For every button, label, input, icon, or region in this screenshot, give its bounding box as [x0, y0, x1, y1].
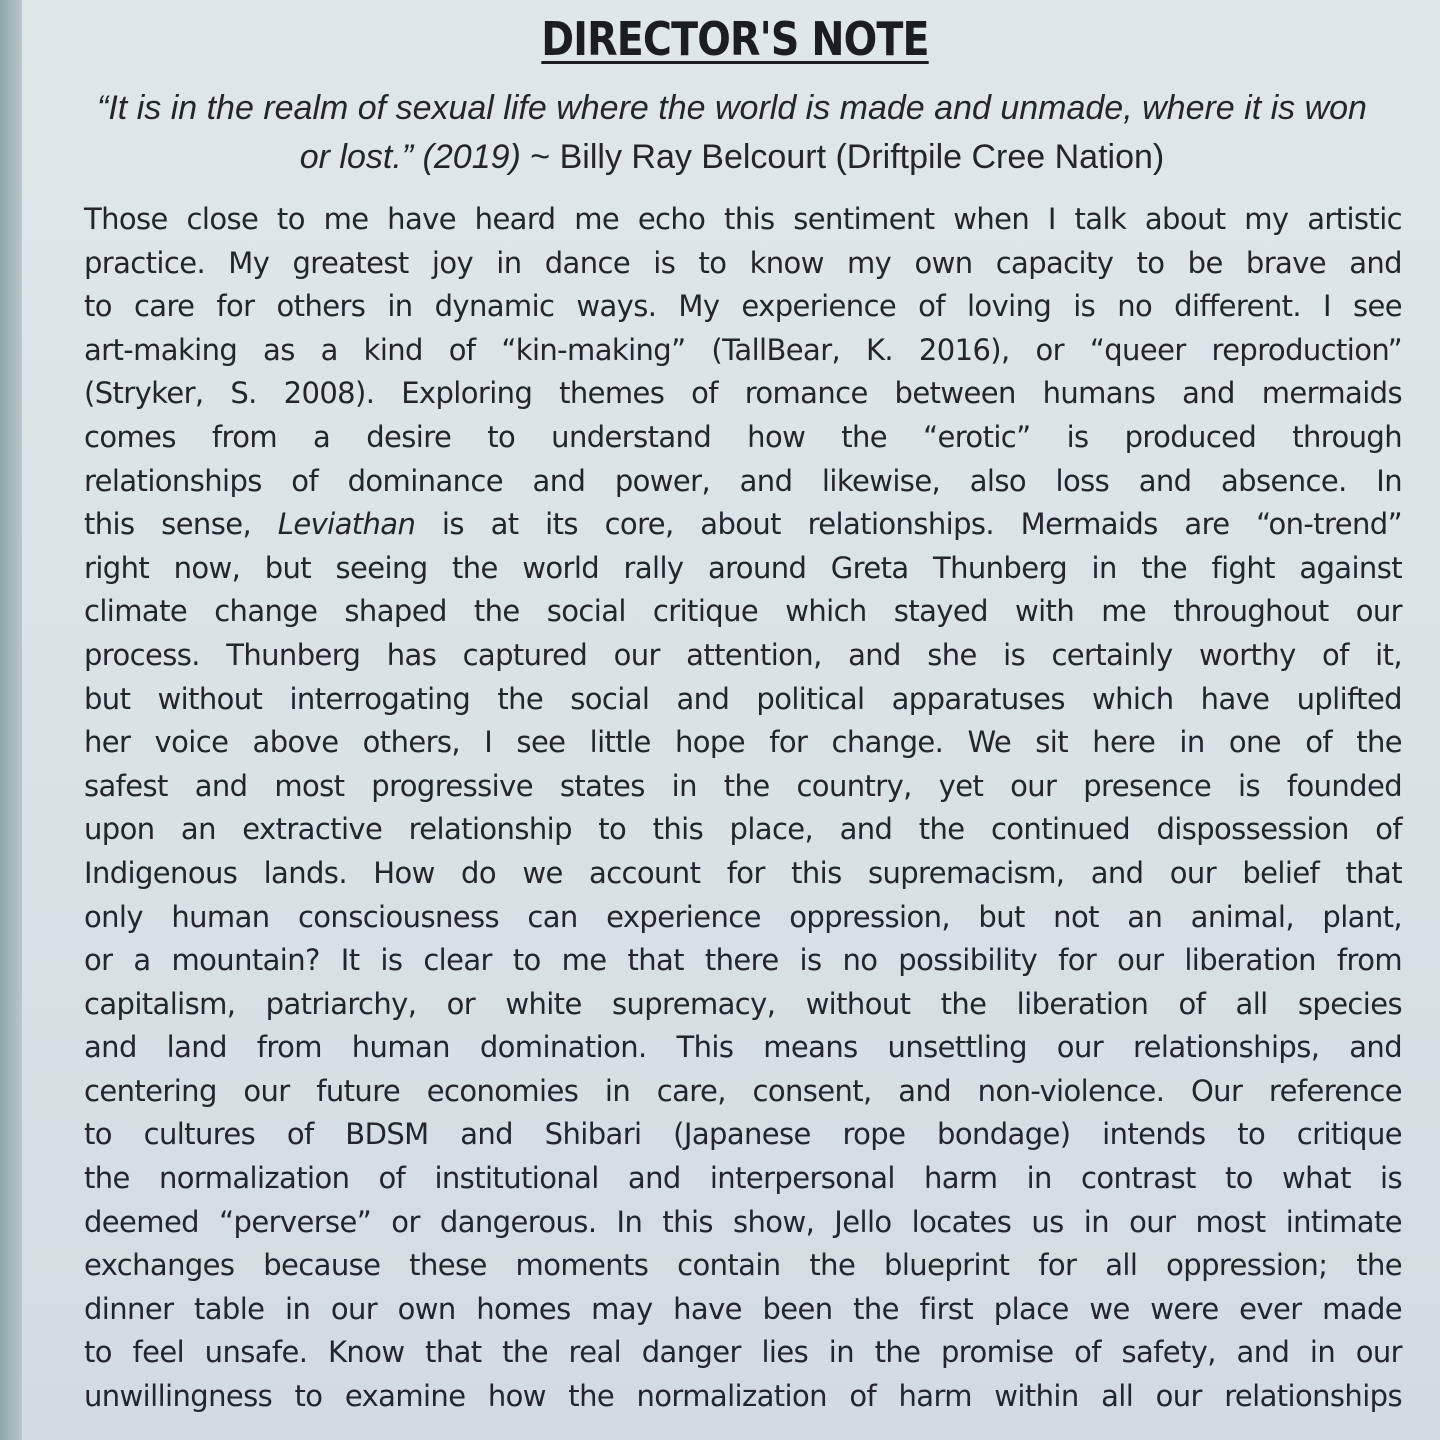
body-line: this sense, Leviathan is at its core, about relationships. Mermaids are “on-trend” — [84, 507, 1402, 542]
body-line: only human consciousness can experience oppression, but not an animal, plant, — [84, 899, 1402, 934]
body-line: but without interrogating the social and political apparatuses which have uplifted — [84, 681, 1402, 716]
body-line: (Stryker, S. 2008). Exploring themes of romance between humans and mermaids — [84, 376, 1402, 411]
body-line: to feel unsafe. Know that the real danger lies in the promise of safety, and in our — [84, 1335, 1402, 1370]
body-line: dinner table in our own homes may have been the first place we were ever made — [84, 1291, 1402, 1326]
body-line: capitalism, patriarchy, or white supremacy, without the liberation of all species — [84, 986, 1402, 1021]
show-title-italic: Leviathan — [277, 507, 416, 542]
epigraph-quote: “It is in the realm of sexual life where the world is made and unmade, where it is won or lost.” (2019) — [97, 89, 1367, 176]
body-line: upon an extractive relationship to this place, and the continued dispossession of — [84, 812, 1402, 847]
body-line: right now, but seeing the world rally around Greta Thunberg in the fight against — [84, 550, 1402, 585]
body-line: art-making as a kind of “kin-making” (TallBear, K. 2016), or “queer reproduction” — [84, 332, 1402, 367]
body-line: safest and most progressive states in the country, yet our presence is founded — [84, 768, 1402, 803]
body-line: unwillingness to examine how the normalization of harm within all our relationships — [84, 1379, 1402, 1414]
body-line: deemed “perverse” or dangerous. In this show, Jello locates us in our most intimate — [84, 1204, 1402, 1239]
epigraph — [82, 84, 1382, 182]
body-line: to care for others in dynamic ways. My experience of loving is no different. I see — [84, 289, 1402, 324]
body-line: to cultures of BDSM and Shibari (Japanese rope bondage) intends to critique — [84, 1117, 1402, 1152]
paper-sheet — [22, 0, 1440, 1440]
body-line: or a mountain? It is clear to me that there is no possibility for our liberation from — [84, 943, 1402, 978]
body-line: comes from a desire to understand how the “erotic” is produced through — [84, 419, 1402, 454]
body-line: relationships of dominance and power, and likewise, also loss and absence. In — [84, 463, 1402, 498]
body-line: process. Thunberg has captured our attention, and she is certainly worthy of it, — [84, 637, 1402, 672]
body-line: her voice above others, I see little hope for change. We sit here in one of the — [84, 725, 1402, 760]
director-note-body — [84, 198, 1402, 1419]
body-line: climate change shaped the social critique which stayed with me throughout our — [84, 594, 1402, 629]
body-line: the normalization of institutional and interpersonal harm in contrast to what is — [84, 1161, 1402, 1196]
epigraph-attribution: ~ Billy Ray Belcourt (Driftpile Cree Nation) — [530, 138, 1165, 176]
body-line: Indigenous lands. How do we account for this supremacism, and our belief that — [84, 855, 1402, 890]
body-line: centering our future economies in care, consent, and non-violence. Our reference — [84, 1073, 1402, 1108]
body-line: practice. My greatest joy in dance is to know my own capacity to be brave and — [84, 245, 1402, 280]
page-title: DIRECTOR'S NOTE — [541, 12, 929, 66]
body-line: and land from human domination. This means unsettling our relationships, and — [84, 1030, 1402, 1065]
body-line: exchanges because these moments contain the blueprint for all oppression; the — [84, 1248, 1402, 1283]
body-line: Those close to me have heard me echo this sentiment when I talk about my artistic — [84, 202, 1402, 236]
paper-edge-shadow — [0, 0, 22, 1440]
